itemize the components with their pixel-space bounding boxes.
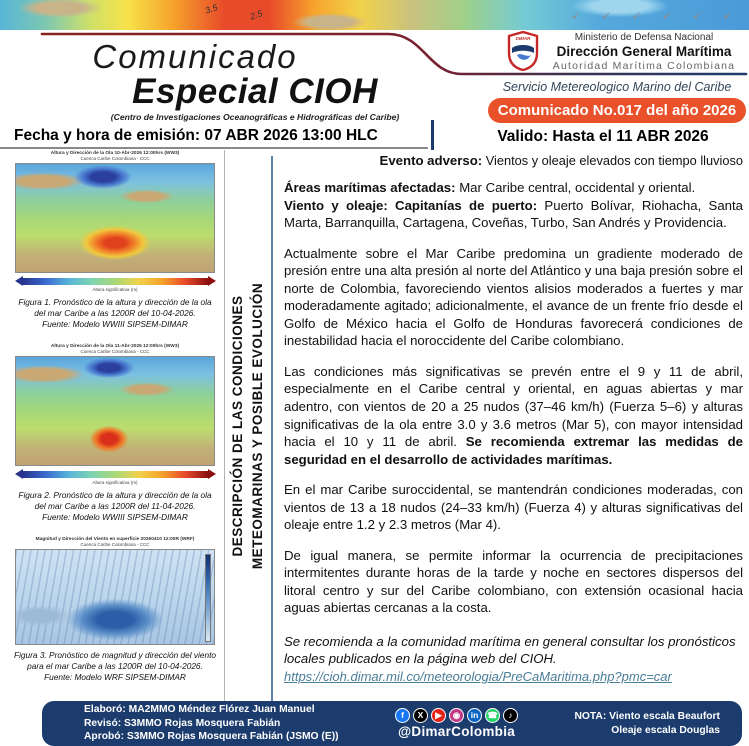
agency-block <box>543 32 745 72</box>
autoridad-maritima: Autoridad Marítima Colombiana <box>552 60 736 72</box>
social-handle[interactable]: @DimarColombia <box>397 724 516 739</box>
instagram-icon[interactable]: ◉ <box>449 708 464 723</box>
youtube-icon[interactable]: ▶ <box>431 708 446 723</box>
masthead-title-line2: Especial CIOH <box>132 72 378 111</box>
figure-2-source: Fuente: Modelo WWIII SIPSEM-DIMAR <box>42 511 188 522</box>
figure-1-colorbar-label: Altura significativa (m) <box>92 287 138 292</box>
linkedin-icon[interactable]: in <box>467 708 482 723</box>
facebook-icon[interactable]: f <box>395 708 410 723</box>
masthead-title-line1: Comunicado <box>92 38 298 75</box>
figure-3-colorbar <box>205 554 211 642</box>
figure-3-map-title: Magnitud y Dirección del Viento en superficie 20260410 12:00R (WRF) <box>35 537 195 542</box>
social-icons-row <box>395 708 518 723</box>
section-title-line2: METEOMARINAS Y POSIBLE EVOLUCIÓN <box>250 282 265 570</box>
section-title-line1: DESCRIPCIÓN DE LAS CONDICIONES <box>229 295 245 557</box>
figure-1-map-title: Altura y Dirección de la Ola 10-Abr-2026 12:00hrs (WW3) <box>50 151 180 156</box>
figure-2-wave-map <box>15 356 215 466</box>
beaufort-note: NOTA: Viento escala Beaufort <box>574 710 720 722</box>
adverse-event-label: Evento adverso: <box>379 153 483 168</box>
synoptic-paragraph: Actualmente sobre el Mar Caribe predomina un gradiente moderado de presión entre una alta presión al norte del Atlántico y una baja presión sobre el norte de Colombia, favoreciendo vientos alisios moderados a fuertes y mar moderadamente agitado; adicionalmente, el avance de un frente frío desde el Golfo de México hacia el Golfo de Honduras favorecerá condiciones de inestabilidad hacia el noroccidente del Caribe colombiano. <box>284 245 743 349</box>
areas-label: Áreas marítimas afectadas: <box>284 180 456 195</box>
safety-warning-text: Se recomienda extremar las medidas de seguridad en el desarrollo de actividades marítimas. <box>284 434 743 467</box>
wind-barbs-icon: ↙ ↙ ↙ ↙ ↙ ↙ <box>571 10 741 22</box>
credits-block <box>84 703 339 743</box>
reviewed-by: Revisó: S3MMO Rojas Mosquera Fabián <box>84 717 281 729</box>
direccion-general-maritima: Dirección General Marítima <box>556 44 732 59</box>
figure-2 <box>14 344 216 522</box>
social-block <box>395 708 518 739</box>
figure-1-caption: Figura 1. Pronóstico de la altura y dirección de la ola del mar Caribe a las 1200R del 10-04-2026. Fuente: Modelo WWIII SIPSEM-DIMAR <box>14 297 216 329</box>
tiktok-icon[interactable]: ♪ <box>503 708 518 723</box>
figure-3-map-subtitle: Cuenca Caribe Colombiana - CCC <box>80 542 150 547</box>
cioh-forecast-link[interactable]: https://cioh.dimar.mil.co/meteorologia/PreCaMaritima.php?pmc=car <box>284 669 672 685</box>
figure-2-colorbar-label: Altura significativa (m) <box>92 480 138 485</box>
forecast-text: Las condiciones más significativas se prevén entre el 9 y 11 de abril, especialmente en el Caribe central y oriental, en aguas abiertas y mar adentro, con vientos de 20 a 25 nudos (37–46 km/h) (Fuerza 5–6) y alturas significativas de la ola entre 3.0 y 3.6 metros (Mar 5), con mayor intensidad hacia el 10 y 11 de abril. <box>284 363 743 450</box>
emission-underline <box>0 147 428 149</box>
emission-datetime: Fecha y hora de emisión: 07 ABR 2026 13:00 HLC <box>14 127 378 144</box>
areas-text: Mar Caribe central, occidental y oriental. <box>455 180 696 195</box>
wind-wave-label: Viento y oleaje: Capitanías de puerto: <box>284 197 538 213</box>
valid-until: Valido: Hasta el 11 ABR 2026 <box>497 128 709 145</box>
figure-2-caption: Figura 2. Pronóstico de la altura y dirección de la ola del mar Caribe a las 1200R del 11-04-2026. Fuente: Modelo WWIII SIPSEM-DIMAR <box>14 490 216 522</box>
approved-by: Aprobó: S3MMO Rojas Mosquera Fabián (JSMO (E)) <box>84 731 339 743</box>
affected-areas-paragraph <box>284 179 743 232</box>
x-twitter-icon[interactable]: X <box>413 708 428 723</box>
header-vertical-divider <box>431 120 434 150</box>
contour-label: 2.5 <box>248 8 264 22</box>
figure-2-map-subtitle: Cuenca Caribe Colombiana - CCC <box>80 349 150 354</box>
southwest-conditions-paragraph: En el mar Caribe suroccidental, se mantendrán condiciones moderadas, con vientos de 13 a 18 nudos (24–33 km/h) (Fuerza 4) y alturas significativas del oleaje entre 1.2 y 2.3 metros (Mar 4). <box>284 482 743 533</box>
colorbar-min-arrow <box>15 469 23 479</box>
figure-1-map-subtitle: Cuenca Caribe Colombiana - CCC <box>80 156 150 161</box>
bulletin-body <box>284 153 743 684</box>
figure-3-source: Fuente: Modelo WRF SIPSEM-DIMAR <box>44 671 186 682</box>
douglas-note: Oleaje escala Douglas <box>611 724 720 736</box>
masthead-subtitle: (Centro de Investigaciones Oceanográficas e Hidrográficas del Caribe) <box>110 112 400 122</box>
adverse-event-text: Vientos y oleaje elevados con tiempo lluvioso <box>482 153 743 168</box>
figure-1-colorbar <box>15 276 216 286</box>
figure-2-map-title: Altura y Dirección de la Ola 11-Abr-2026 12:00hrs (WW3) <box>50 344 180 349</box>
figure-1-source: Fuente: Modelo WWIII SIPSEM-DIMAR <box>42 318 188 329</box>
footer-bar <box>42 701 742 746</box>
figure-3-wind-map <box>15 549 215 645</box>
elaborated-by: Elaboró: MA2MMO Méndez Flórez Juan Manuel <box>84 704 315 716</box>
scales-note <box>574 710 720 738</box>
figure-3 <box>14 537 216 682</box>
recommendation-note: Se recomienda a la comunidad marítima en general consultar los pronósticos locales publicados en la página web del CIOH. <box>284 634 736 667</box>
figure-3-caption: Figura 3. Pronóstico de magnitud y dirección del viento para el mar Caribe a las 1200R del 10-04-2026. Fuente: Modelo WRF SIPSEM-DIMAR <box>14 650 217 682</box>
colorbar-max-arrow <box>208 276 216 286</box>
figure-2-colorbar <box>15 469 216 479</box>
precipitation-paragraph: De igual manera, se permite informar la ocurrencia de precipitaciones intermitentes durante horas de la tarde y noche en sectores dispersos del litoral centro y sur del Caribe colombiano, con extensión ocasional hacia aguas abiertas cercanas a la costa. <box>284 547 743 616</box>
section-title-vertical <box>222 150 274 702</box>
svg-text:DIMAR: DIMAR <box>515 36 531 41</box>
wind-wave-text: Puerto Bolívar, Riohacha, Santa Marta, Barranquilla, Cartagena, Coveñas, Turbo, San Andrés y Providencia. <box>284 197 743 231</box>
colorbar-max-arrow <box>208 469 216 479</box>
dimar-shield-logo <box>507 31 539 71</box>
ministry-name: Ministerio de Defensa Nacional <box>574 32 714 43</box>
figure-1-wave-map <box>15 163 215 273</box>
service-name: Servicio Metereologico Marino del Caribe <box>502 80 732 94</box>
adverse-event-line <box>284 153 743 168</box>
contour-label: 3.5 <box>203 2 219 16</box>
forecast-paragraph <box>284 363 743 468</box>
comunicado-number-badge: Comunicado No.017 del año 2026 <box>488 98 746 123</box>
colorbar-min-arrow <box>15 276 23 286</box>
figure-1 <box>14 151 216 329</box>
whatsapp-icon[interactable]: ☎ <box>485 708 500 723</box>
